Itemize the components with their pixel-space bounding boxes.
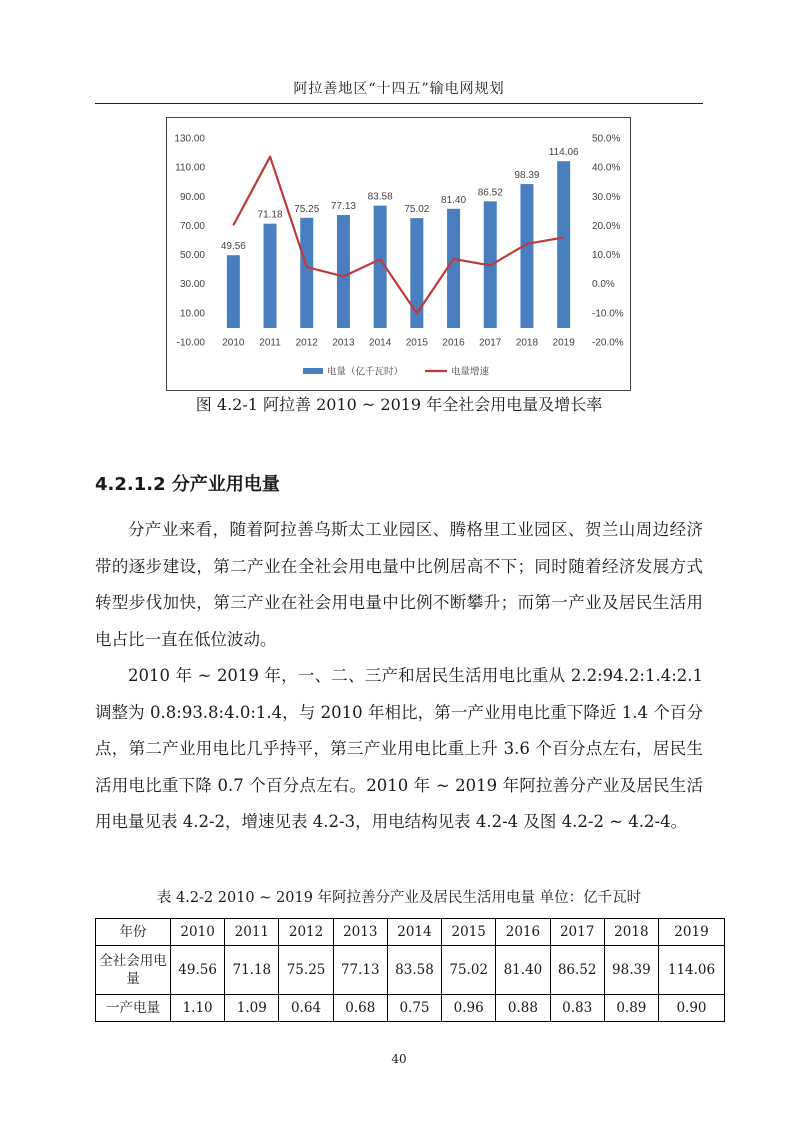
bar-data-label: 98.39 [514,170,540,182]
table-year: 2013 [333,919,387,946]
section-heading: 4.2.1.2 分产业用电量 [95,474,280,495]
page-number: 40 [391,1052,407,1066]
table-cell: 0.83 [550,995,604,1022]
bar [520,184,533,328]
y-left-tick-label: 110.00 [175,162,205,174]
table-cell: 0.89 [604,995,658,1022]
bar [300,218,313,328]
figure-caption: 图 4.2-1 阿拉善 2010 ~ 2019 年全社会用电量及增长率 [195,395,603,414]
table-cell: 0.75 [387,995,441,1022]
legend-line-label: 电量增速 [451,366,490,378]
table-cell: 114.06 [658,946,724,995]
table-header-row [96,919,725,946]
x-tick-label: 2016 [442,337,465,349]
table-year: 2018 [604,919,658,946]
y-left-tick-label: 30.00 [179,279,205,291]
table-cell: 77.13 [333,946,387,995]
table-cell: 0.90 [658,995,724,1022]
x-tick-label: 2013 [332,337,355,349]
table-cell: 1.09 [225,995,279,1022]
y-left-tick-label: 50.00 [179,250,205,262]
table-row [96,995,725,1022]
bar [447,209,460,328]
bar [264,224,277,328]
bar-data-label: 71.18 [257,209,283,221]
x-tick-label: 2012 [295,337,318,349]
table-cell: 75.02 [442,946,496,995]
table-year: 2015 [442,919,496,946]
table-year: 2011 [225,919,279,946]
x-tick-label: 2019 [552,337,575,349]
table-caption: 表 4.2-2 2010 ~ 2019 年阿拉善分产业及居民生活用电量 单位：亿千瓦时 [156,890,642,906]
table-cell: 75.25 [279,946,333,995]
y-left-tick-label: 130.00 [174,133,205,145]
legend-bar-swatch [303,368,323,374]
table-cell: 1.10 [171,995,225,1022]
x-tick-label: 2015 [405,337,428,349]
table-cell: 0.96 [442,995,496,1022]
y-right-tick-label: 40.0% [592,162,621,174]
table-row-label: 全社会用电量 [96,946,171,995]
bar [557,161,570,328]
table-year: 2014 [387,919,441,946]
table-row [96,946,725,995]
electricity-chart [167,118,630,390]
y-right-tick-label: -20.0% [592,337,624,349]
y-right-tick-label: 50.0% [592,133,621,145]
bar [227,255,240,328]
x-tick-label: 2014 [369,337,392,349]
table-cell: 71.18 [225,946,279,995]
x-tick-label: 2017 [479,337,502,349]
header-rule [95,103,703,104]
x-tick-label: 2018 [515,337,539,349]
y-left-tick-label: 90.00 [179,191,205,203]
table-year: 2017 [550,919,604,946]
table-row-label: 一产电量 [96,995,171,1022]
bar [337,215,350,328]
y-right-tick-label: 30.0% [592,191,621,203]
table-cell: 86.52 [550,946,604,995]
table-cell: 49.56 [171,946,225,995]
legend-bar-label: 电量（亿千瓦时） [327,366,404,378]
bar-data-label: 49.56 [220,241,246,253]
electricity-table [95,918,725,1022]
paragraph-2: 2010 年 ~ 2019 年，一、二、三产和居民生活用电比重从 2.2:94.2:1.4:2.1 调整为 0.8:93.8:4.0:1.4，与 2010 年相比，第一产业用电比重下降近 1.4 个百分点，第二产业用电比几乎持平，第三产业用电比重上升 3.6 个百分点左右，居民生活用电比重下降 0.7 个百分点左右。2010 年 ~ 2019 年阿拉善分产业及居民生活用电量见表 4.2-2，增速见表 4.2-3，用电结构见表 4.2-4 及图 4.2-2 ~ 4.2-4。 [95,666,703,831]
paragraph-1: 分产业来看，随着阿拉善乌斯太工业园区、腾格里工业园区、贺兰山周边经济带的逐步建设，第二产业在全社会用电量中比例居高不下；同时随着经济发展方式转型步伐加快，第三产业在社会用电量中比例不断攀升；而第一产业及居民生活用电占比一直在低位波动。 [95,520,703,649]
y-right-tick-label: 20.0% [592,220,621,232]
bar-data-label: 77.13 [330,201,356,213]
bar-data-label: 75.25 [294,203,320,215]
table-year: 2016 [496,919,550,946]
table-cell: 0.68 [333,995,387,1022]
table-cell: 0.64 [279,995,333,1022]
bar-data-label: 83.58 [367,191,393,203]
table-year: 2019 [658,919,724,946]
y-left-tick-label: 10.00 [179,308,205,320]
table-cell: 83.58 [387,946,441,995]
table-cell: 0.88 [496,995,550,1022]
running-header: 阿拉善地区“十四五”输电网规划 [293,81,505,97]
bar-data-label: 114.06 [548,147,579,159]
table-year: 2012 [279,919,333,946]
y-left-tick-label: 70.00 [179,220,205,232]
x-tick-label: 2010 [222,337,245,349]
x-tick-label: 2011 [259,337,281,349]
table-header-label: 年份 [96,919,171,946]
bar-data-label: 86.52 [477,187,503,199]
table-cell: 98.39 [604,946,658,995]
bar-data-label: 75.02 [404,204,430,216]
y-right-tick-label: 0.0% [592,279,615,291]
chart-frame [166,117,631,391]
table-cell: 81.40 [496,946,550,995]
y-left-tick-label: -10.00 [176,337,205,349]
bar-data-label: 81.40 [441,194,467,206]
y-right-tick-label: -10.0% [592,308,624,320]
y-right-tick-label: 10.0% [592,250,621,262]
table-year: 2010 [171,919,225,946]
